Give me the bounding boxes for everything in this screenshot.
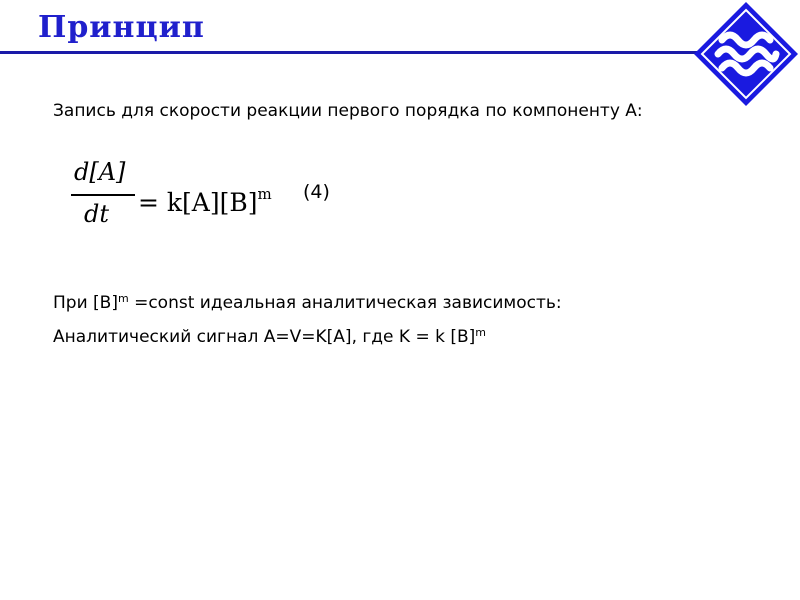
condition-line [53, 288, 562, 314]
fraction-bar [71, 194, 135, 196]
intro-text: Запись для скорости реакции первого порядка по компоненту А: [53, 101, 643, 121]
formula-rhs [138, 178, 272, 219]
diamond-wave-logo-icon [692, 0, 800, 108]
formula-rhs-exponent: m [257, 185, 272, 203]
slide-title: Принцип [38, 10, 205, 45]
signal-exponent: m [475, 326, 487, 339]
equation-number: (4) [303, 181, 330, 203]
condition-exponent: m [117, 292, 129, 305]
condition-text-end: =const идеальная аналитическая зависимость: [128, 293, 562, 313]
signal-line [53, 322, 486, 348]
formula-denominator: dt [84, 200, 110, 228]
title-divider [0, 51, 705, 54]
signal-text: Аналитический сигнал А=V=K[A], где K = k [B] [53, 327, 476, 347]
condition-text-start: При [В] [53, 293, 118, 313]
formula-rhs-text: = k[A][B] [138, 188, 258, 217]
formula-numerator: d[A] [74, 158, 126, 186]
